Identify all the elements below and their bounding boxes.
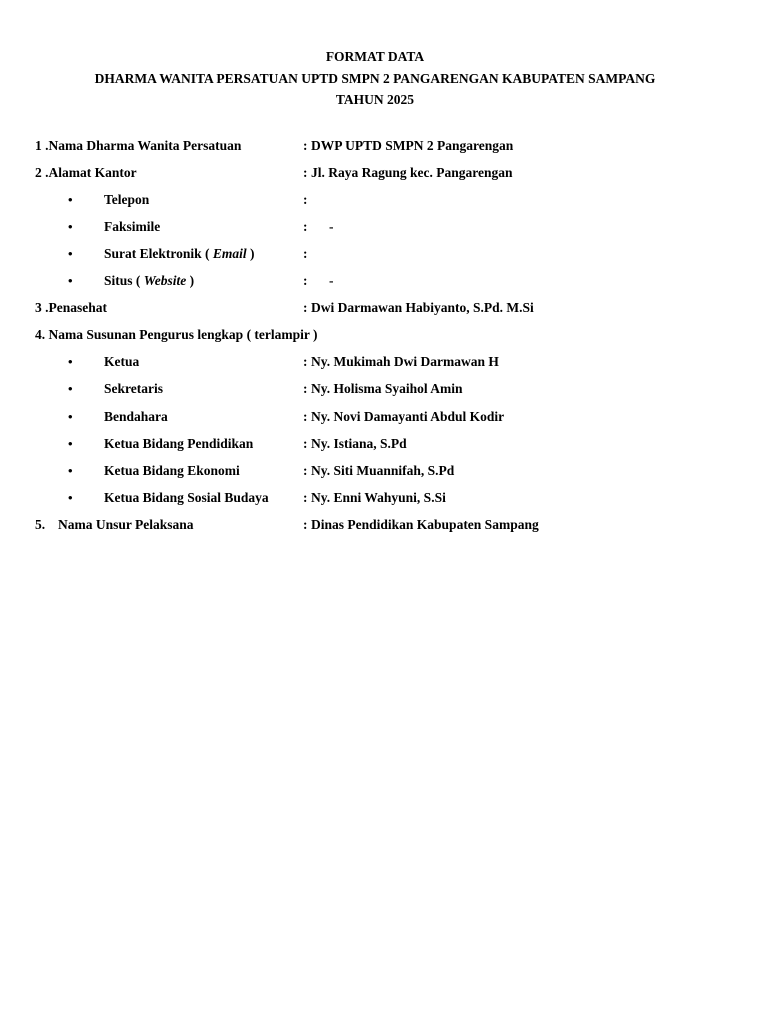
- row-bidang-sosial-budaya: [0, 487, 768, 509]
- row-value: Ny. Siti Muannifah, S.Pd: [311, 463, 455, 478]
- row-value: Ny. Enni Wahyuni, S.Si: [311, 490, 446, 505]
- row-colon: :: [303, 192, 308, 207]
- row-colon: :: [303, 490, 308, 505]
- bullet-icon: •: [68, 354, 73, 369]
- label-italic: Website: [143, 273, 187, 288]
- header-organization: DHARMA WANITA PERSATUAN UPTD SMPN 2 PANGARENGAN KABUPATEN SAMPANG: [94, 70, 656, 86]
- header-year: TAHUN 2025: [335, 92, 415, 107]
- label-suffix: ): [186, 273, 195, 288]
- row-label: 4. Nama Susunan Pengurus lengkap ( terlampir ): [35, 327, 318, 342]
- row-label: Ketua: [104, 354, 140, 369]
- row-label: 1 .Nama Dharma Wanita Persatuan: [35, 138, 242, 153]
- row-ketua: [0, 351, 768, 373]
- row-value: -: [329, 273, 334, 288]
- row-label: Bendahara: [104, 409, 168, 424]
- row-colon: :: [303, 354, 308, 369]
- row-colon: :: [303, 517, 308, 532]
- row-label: 2 .Alamat Kantor: [35, 165, 137, 180]
- bullet-icon: •: [68, 219, 73, 234]
- row-value: -: [329, 219, 334, 234]
- row-label: [104, 270, 194, 292]
- label-suffix: ): [246, 246, 255, 261]
- row-board-heading: [0, 324, 768, 346]
- bullet-icon: •: [68, 409, 73, 424]
- row-label: Telepon: [104, 192, 150, 207]
- row-label: Ketua Bidang Sosial Budaya: [104, 490, 269, 505]
- row-label: Ketua Bidang Pendidikan: [104, 436, 254, 451]
- row-colon: :: [303, 138, 308, 153]
- row-value: Ny. Istiana, S.Pd: [311, 436, 407, 451]
- row-label: Faksimile: [104, 219, 161, 234]
- row-number: 5.: [35, 517, 46, 532]
- row-value: Ny. Novi Damayanti Abdul Kodir: [311, 409, 505, 424]
- bullet-icon: •: [68, 192, 73, 207]
- row-organization-name: [0, 135, 768, 157]
- row-colon: :: [303, 165, 308, 180]
- bullet-icon: •: [68, 381, 73, 396]
- bullet-icon: •: [68, 490, 73, 505]
- header-title: FORMAT DATA: [325, 49, 425, 64]
- row-colon: :: [303, 381, 308, 396]
- row-faksimile: [0, 216, 768, 238]
- row-colon: :: [303, 246, 308, 261]
- label-prefix: Surat Elektronik (: [104, 246, 213, 261]
- row-value: Ny. Mukimah Dwi Darmawan H: [311, 354, 499, 369]
- row-label: Sekretaris: [104, 381, 163, 396]
- row-advisor: [0, 297, 768, 319]
- row-colon: :: [303, 300, 308, 315]
- bullet-icon: •: [68, 246, 73, 261]
- label-prefix: Situs (: [104, 273, 144, 288]
- row-value: Jl. Raya Ragung kec. Pangarengan: [311, 165, 513, 180]
- row-executing-unit: [0, 514, 768, 536]
- row-value: DWP UPTD SMPN 2 Pangarengan: [311, 138, 514, 153]
- row-label: Ketua Bidang Ekonomi: [104, 463, 240, 478]
- row-colon: :: [303, 273, 308, 288]
- bullet-icon: •: [68, 463, 73, 478]
- row-colon: :: [303, 219, 308, 234]
- row-email: [0, 243, 768, 265]
- row-bidang-ekonomi: [0, 460, 768, 482]
- row-value: Dinas Pendidikan Kabupaten Sampang: [311, 517, 539, 532]
- row-label: [104, 243, 255, 265]
- row-website: [0, 270, 768, 292]
- row-value: Dwi Darmawan Habiyanto, S.Pd. M.Si: [311, 300, 534, 315]
- row-bendahara: [0, 406, 768, 428]
- row-colon: :: [303, 463, 308, 478]
- row-colon: :: [303, 436, 308, 451]
- row-sekretaris: [0, 378, 768, 400]
- document-header: [0, 46, 750, 111]
- bullet-icon: •: [68, 436, 73, 451]
- row-colon: :: [303, 409, 308, 424]
- bullet-icon: •: [68, 273, 73, 288]
- row-label: 3 .Penasehat: [35, 300, 107, 315]
- row-telepon: [0, 189, 768, 211]
- row-bidang-pendidikan: [0, 433, 768, 455]
- row-value: Ny. Holisma Syaihol Amin: [311, 381, 463, 396]
- label-italic: Email: [212, 246, 247, 261]
- row-office-address: [0, 162, 768, 184]
- row-label: Nama Unsur Pelaksana: [58, 517, 194, 532]
